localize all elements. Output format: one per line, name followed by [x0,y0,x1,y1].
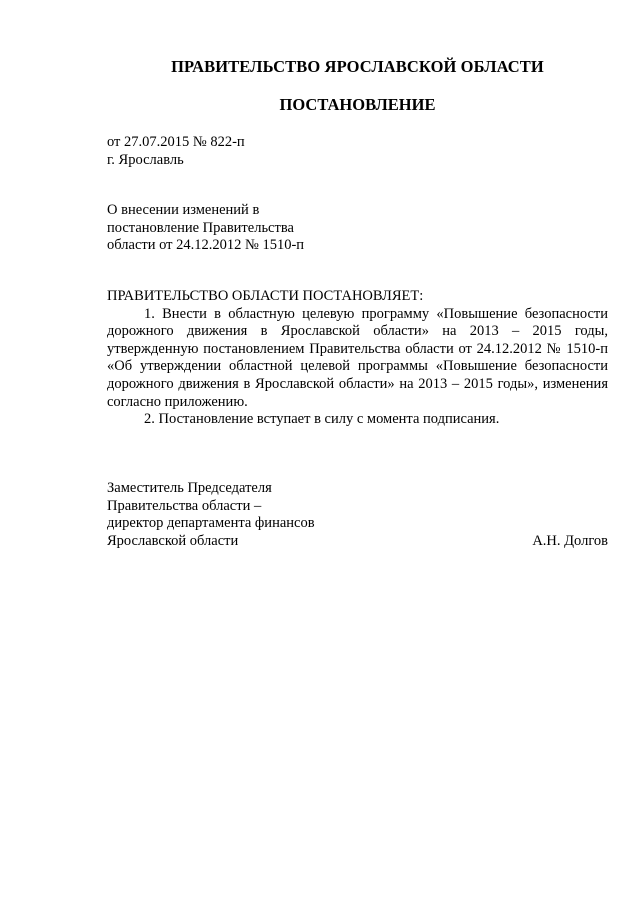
subject-line: О внесении изменений в [107,202,260,218]
signatory-position-line: Ярославской области [107,532,239,549]
subject-line: области от 24.12.2012 № 1510-п [107,237,305,253]
signatory-position-line: Правительства области – [107,497,262,514]
signatory-position-line: Заместитель Председателя [107,480,272,496]
subject-line: постановление Правительства [107,219,294,236]
signatory-position-line: директор департамента финансов [107,515,315,531]
date-number: от 27.07.2015 № 822-п [107,134,245,150]
government-title: ПРАВИТЕЛЬСТВО ЯРОСЛАВСКОЙ ОБЛАСТИ [171,57,544,76]
resolution-item-1: 1. Внести в областную целевую программу «Повышение безопасности дорожного движения в Ярославской области» на 2013 – 2015 годы, утвержденную постановлением Правительства области от 24.12.2012 № 1510-п «Об утверждении областной целевой программы «Повышение безопасности дорожного движения в Ярославской области» на 2013 – 2015 годы», изменения согласно приложению. [107,305,608,410]
city: г. Ярославль [107,151,184,168]
signature-block [107,480,608,550]
resolution-item-2: 2. Постановление вступает в силу с момента подписания. [144,411,500,428]
document-type-title: ПОСТАНОВЛЕНИЕ [279,95,436,114]
resolve-heading: ПРАВИТЕЛЬСТВО ОБЛАСТИ ПОСТАНОВЛЯЕТ: [107,288,424,304]
signature-row [107,533,608,551]
signatory-name: А.Н. Долгов [532,532,608,549]
document-meta [107,134,245,169]
document-subject [107,202,304,255]
document-body [107,288,608,429]
